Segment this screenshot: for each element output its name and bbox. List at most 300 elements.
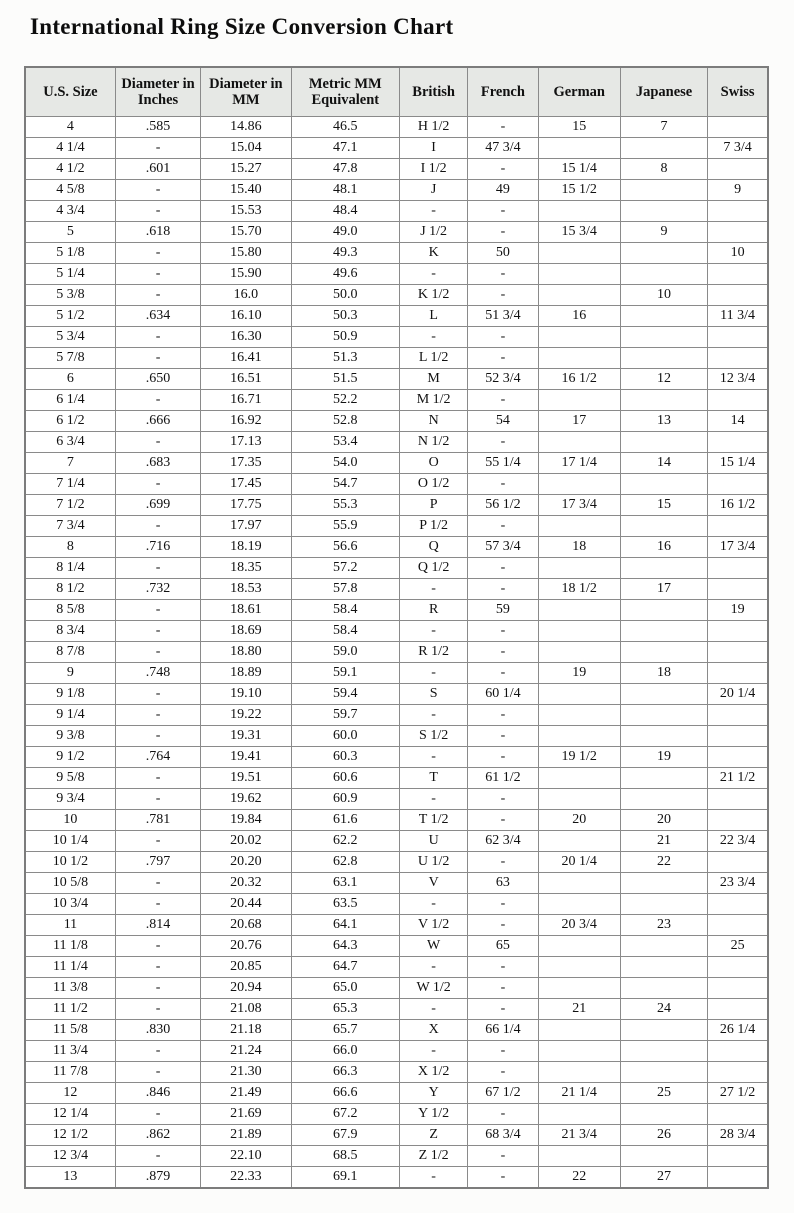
cell xyxy=(538,705,620,726)
cell: 21.08 xyxy=(201,999,291,1020)
cell: 54 xyxy=(468,411,538,432)
cell: - xyxy=(400,894,468,915)
cell: 10 3/4 xyxy=(25,894,115,915)
cell: 9 5/8 xyxy=(25,768,115,789)
cell: 18 xyxy=(620,663,707,684)
cell: - xyxy=(468,1167,538,1189)
cell: 8 1/2 xyxy=(25,579,115,600)
cell: 47.8 xyxy=(291,159,399,180)
cell: 23 xyxy=(620,915,707,936)
cell xyxy=(538,327,620,348)
cell xyxy=(708,159,768,180)
cell: 20.44 xyxy=(201,894,291,915)
cell: W 1/2 xyxy=(400,978,468,999)
table-row xyxy=(25,243,768,264)
cell: 55.9 xyxy=(291,516,399,537)
cell: 66.3 xyxy=(291,1062,399,1083)
cell: 57 3/4 xyxy=(468,537,538,558)
cell: 55 1/4 xyxy=(468,453,538,474)
cell: 65.3 xyxy=(291,999,399,1020)
cell xyxy=(538,390,620,411)
table-row xyxy=(25,684,768,705)
cell: 19 xyxy=(538,663,620,684)
cell xyxy=(708,327,768,348)
cell xyxy=(620,1062,707,1083)
cell xyxy=(620,894,707,915)
cell xyxy=(620,327,707,348)
cell: - xyxy=(400,999,468,1020)
cell: 8 xyxy=(25,537,115,558)
cell: 63.1 xyxy=(291,873,399,894)
cell xyxy=(708,852,768,873)
table-row xyxy=(25,873,768,894)
table-row xyxy=(25,369,768,390)
cell xyxy=(708,432,768,453)
cell: 56 1/2 xyxy=(468,495,538,516)
table-row xyxy=(25,180,768,201)
column-header: Diameter in MM xyxy=(201,67,291,117)
cell xyxy=(708,894,768,915)
cell: 16 xyxy=(538,306,620,327)
cell: 61 1/2 xyxy=(468,768,538,789)
cell: Y xyxy=(400,1083,468,1104)
cell: 18.53 xyxy=(201,579,291,600)
cell: 11 7/8 xyxy=(25,1062,115,1083)
cell: - xyxy=(115,1104,200,1125)
cell xyxy=(708,978,768,999)
cell: 8 1/4 xyxy=(25,558,115,579)
cell: - xyxy=(400,1041,468,1062)
cell: 59.4 xyxy=(291,684,399,705)
cell: 9 1/2 xyxy=(25,747,115,768)
header-row xyxy=(25,67,768,117)
cell: 66.0 xyxy=(291,1041,399,1062)
cell: 59.0 xyxy=(291,642,399,663)
column-header: French xyxy=(468,67,538,117)
table-row xyxy=(25,810,768,831)
cell: 14 xyxy=(708,411,768,432)
cell: - xyxy=(468,1041,538,1062)
cell: 51.3 xyxy=(291,348,399,369)
cell: 20.85 xyxy=(201,957,291,978)
cell xyxy=(620,201,707,222)
cell: - xyxy=(468,894,538,915)
cell: 52.2 xyxy=(291,390,399,411)
cell: 20.32 xyxy=(201,873,291,894)
cell: 65 xyxy=(468,936,538,957)
cell: R 1/2 xyxy=(400,642,468,663)
cell: 17 1/4 xyxy=(538,453,620,474)
cell xyxy=(538,642,620,663)
cell: - xyxy=(115,768,200,789)
cell: 68.5 xyxy=(291,1146,399,1167)
cell xyxy=(538,1104,620,1125)
table-row xyxy=(25,138,768,159)
table-row xyxy=(25,537,768,558)
cell: - xyxy=(115,684,200,705)
cell: 17 xyxy=(538,411,620,432)
table-row xyxy=(25,600,768,621)
cell: 22 xyxy=(620,852,707,873)
cell: 54.7 xyxy=(291,474,399,495)
cell xyxy=(538,1020,620,1041)
cell: - xyxy=(468,222,538,243)
cell: - xyxy=(115,621,200,642)
cell: U 1/2 xyxy=(400,852,468,873)
cell xyxy=(708,117,768,138)
cell: - xyxy=(468,201,538,222)
cell: - xyxy=(115,432,200,453)
cell: - xyxy=(115,1146,200,1167)
table-row xyxy=(25,390,768,411)
cell: - xyxy=(400,264,468,285)
table-row xyxy=(25,831,768,852)
cell xyxy=(620,558,707,579)
cell: 10 1/2 xyxy=(25,852,115,873)
cell xyxy=(708,222,768,243)
cell: 16 xyxy=(620,537,707,558)
table-row xyxy=(25,117,768,138)
cell xyxy=(538,201,620,222)
cell: 16.71 xyxy=(201,390,291,411)
table-row xyxy=(25,789,768,810)
cell: 13 xyxy=(25,1167,115,1189)
cell: 21 3/4 xyxy=(538,1125,620,1146)
cell: - xyxy=(115,957,200,978)
cell: 20 1/4 xyxy=(538,852,620,873)
cell: N xyxy=(400,411,468,432)
cell xyxy=(538,831,620,852)
cell: 15 xyxy=(620,495,707,516)
cell: 47 3/4 xyxy=(468,138,538,159)
cell: - xyxy=(468,663,538,684)
cell xyxy=(620,642,707,663)
table-row xyxy=(25,726,768,747)
table-row xyxy=(25,621,768,642)
cell: 19 1/2 xyxy=(538,747,620,768)
table-row xyxy=(25,1104,768,1125)
column-header: British xyxy=(400,67,468,117)
cell: 4 1/2 xyxy=(25,159,115,180)
cell: 16 1/2 xyxy=(538,369,620,390)
cell: 11 1/2 xyxy=(25,999,115,1020)
cell: 64.3 xyxy=(291,936,399,957)
cell: 17 3/4 xyxy=(708,537,768,558)
cell: 15.70 xyxy=(201,222,291,243)
cell: 21 xyxy=(538,999,620,1020)
cell: 58.4 xyxy=(291,600,399,621)
cell: 69.1 xyxy=(291,1167,399,1189)
cell xyxy=(708,579,768,600)
cell: 7 3/4 xyxy=(708,138,768,159)
cell: 16.51 xyxy=(201,369,291,390)
cell: 22.10 xyxy=(201,1146,291,1167)
table-row xyxy=(25,327,768,348)
cell: X 1/2 xyxy=(400,1062,468,1083)
cell: 18.80 xyxy=(201,642,291,663)
table-row xyxy=(25,432,768,453)
cell: - xyxy=(468,999,538,1020)
table-row xyxy=(25,453,768,474)
cell xyxy=(538,1146,620,1167)
cell: T 1/2 xyxy=(400,810,468,831)
cell: - xyxy=(115,327,200,348)
table-row xyxy=(25,852,768,873)
cell: - xyxy=(115,831,200,852)
cell: 50 xyxy=(468,243,538,264)
cell xyxy=(538,474,620,495)
cell: 54.0 xyxy=(291,453,399,474)
cell: - xyxy=(115,1041,200,1062)
cell: - xyxy=(400,621,468,642)
cell: .846 xyxy=(115,1083,200,1104)
cell xyxy=(538,516,620,537)
cell: 11 3/8 xyxy=(25,978,115,999)
cell xyxy=(538,1062,620,1083)
cell: 14 xyxy=(620,453,707,474)
cell: 56.6 xyxy=(291,537,399,558)
cell: - xyxy=(115,936,200,957)
cell: 5 1/2 xyxy=(25,306,115,327)
cell: 6 3/4 xyxy=(25,432,115,453)
column-header: Diameter in Inches xyxy=(115,67,200,117)
cell: 15 1/4 xyxy=(538,159,620,180)
table-row xyxy=(25,348,768,369)
cell: 10 5/8 xyxy=(25,873,115,894)
table-row xyxy=(25,264,768,285)
cell: .585 xyxy=(115,117,200,138)
cell: 46.5 xyxy=(291,117,399,138)
cell xyxy=(708,915,768,936)
cell: 57.2 xyxy=(291,558,399,579)
cell: 16.30 xyxy=(201,327,291,348)
cell: 9 1/4 xyxy=(25,705,115,726)
cell: 4 1/4 xyxy=(25,138,115,159)
cell: 49 xyxy=(468,180,538,201)
cell: Q 1/2 xyxy=(400,558,468,579)
cell: 67.2 xyxy=(291,1104,399,1125)
cell: - xyxy=(468,264,538,285)
cell: 60.9 xyxy=(291,789,399,810)
cell: U xyxy=(400,831,468,852)
cell xyxy=(620,432,707,453)
cell: 23 3/4 xyxy=(708,873,768,894)
cell: 15 1/4 xyxy=(708,453,768,474)
cell: 48.4 xyxy=(291,201,399,222)
cell: 7 xyxy=(620,117,707,138)
cell xyxy=(620,180,707,201)
cell: - xyxy=(468,642,538,663)
cell: - xyxy=(115,285,200,306)
cell: 11 3/4 xyxy=(708,306,768,327)
cell xyxy=(620,1146,707,1167)
cell: 19.10 xyxy=(201,684,291,705)
cell: O xyxy=(400,453,468,474)
cell xyxy=(708,1062,768,1083)
cell: - xyxy=(400,957,468,978)
cell: 18.89 xyxy=(201,663,291,684)
cell: - xyxy=(115,789,200,810)
cell: .716 xyxy=(115,537,200,558)
cell: 20.02 xyxy=(201,831,291,852)
cell: S xyxy=(400,684,468,705)
cell: 16.10 xyxy=(201,306,291,327)
cell: 28 3/4 xyxy=(708,1125,768,1146)
cell xyxy=(620,957,707,978)
table-row xyxy=(25,474,768,495)
cell: - xyxy=(468,558,538,579)
cell: - xyxy=(468,852,538,873)
cell: 16.41 xyxy=(201,348,291,369)
cell: 5 1/8 xyxy=(25,243,115,264)
cell: - xyxy=(115,390,200,411)
table-row xyxy=(25,558,768,579)
table-row xyxy=(25,1125,768,1146)
cell: Q xyxy=(400,537,468,558)
cell xyxy=(538,348,620,369)
cell: 20.76 xyxy=(201,936,291,957)
cell: .699 xyxy=(115,495,200,516)
cell xyxy=(708,957,768,978)
table-row xyxy=(25,894,768,915)
cell xyxy=(620,348,707,369)
cell: .862 xyxy=(115,1125,200,1146)
cell xyxy=(538,600,620,621)
cell: - xyxy=(468,474,538,495)
cell: - xyxy=(115,348,200,369)
cell: .764 xyxy=(115,747,200,768)
cell: - xyxy=(468,705,538,726)
cell: R xyxy=(400,600,468,621)
cell: - xyxy=(468,621,538,642)
cell: - xyxy=(468,285,538,306)
cell: 9 xyxy=(25,663,115,684)
cell: 63 xyxy=(468,873,538,894)
table-row xyxy=(25,516,768,537)
cell: 25 xyxy=(620,1083,707,1104)
column-header: Metric MM Equivalent xyxy=(291,67,399,117)
cell: 19.22 xyxy=(201,705,291,726)
cell xyxy=(538,243,620,264)
cell xyxy=(538,684,620,705)
cell: 8 3/4 xyxy=(25,621,115,642)
cell: .748 xyxy=(115,663,200,684)
cell xyxy=(708,663,768,684)
cell: 53.4 xyxy=(291,432,399,453)
cell: .601 xyxy=(115,159,200,180)
cell: 11 1/4 xyxy=(25,957,115,978)
table-row xyxy=(25,705,768,726)
cell: - xyxy=(115,600,200,621)
cell: 51 3/4 xyxy=(468,306,538,327)
cell: 67 1/2 xyxy=(468,1083,538,1104)
cell: 19 xyxy=(620,747,707,768)
cell: X xyxy=(400,1020,468,1041)
cell: 15.80 xyxy=(201,243,291,264)
cell: 17 3/4 xyxy=(538,495,620,516)
cell: W xyxy=(400,936,468,957)
cell: 60.6 xyxy=(291,768,399,789)
cell: 66.6 xyxy=(291,1083,399,1104)
cell xyxy=(620,474,707,495)
cell: 7 3/4 xyxy=(25,516,115,537)
cell: 9 3/8 xyxy=(25,726,115,747)
cell xyxy=(620,600,707,621)
column-header: Japanese xyxy=(620,67,707,117)
table-row xyxy=(25,957,768,978)
cell: 21 1/4 xyxy=(538,1083,620,1104)
cell xyxy=(620,936,707,957)
cell: 59.1 xyxy=(291,663,399,684)
cell xyxy=(538,936,620,957)
cell xyxy=(708,201,768,222)
cell xyxy=(620,621,707,642)
cell xyxy=(708,1146,768,1167)
cell xyxy=(708,1167,768,1189)
cell: - xyxy=(468,432,538,453)
cell: 18.61 xyxy=(201,600,291,621)
cell: V xyxy=(400,873,468,894)
table-row xyxy=(25,579,768,600)
cell: - xyxy=(115,474,200,495)
cell: 49.3 xyxy=(291,243,399,264)
cell: 16.92 xyxy=(201,411,291,432)
table-row xyxy=(25,642,768,663)
cell xyxy=(538,768,620,789)
table-row xyxy=(25,663,768,684)
cell: - xyxy=(115,516,200,537)
cell xyxy=(620,1020,707,1041)
cell: 50.0 xyxy=(291,285,399,306)
cell: - xyxy=(468,117,538,138)
cell xyxy=(708,726,768,747)
cell: 11 1/8 xyxy=(25,936,115,957)
cell: 21 xyxy=(620,831,707,852)
cell xyxy=(708,789,768,810)
cell: 63.5 xyxy=(291,894,399,915)
cell xyxy=(620,390,707,411)
cell: - xyxy=(468,1062,538,1083)
cell: 12 3/4 xyxy=(25,1146,115,1167)
cell xyxy=(620,978,707,999)
cell: Z xyxy=(400,1125,468,1146)
cell: - xyxy=(468,726,538,747)
cell: P xyxy=(400,495,468,516)
cell: - xyxy=(468,327,538,348)
cell: - xyxy=(115,201,200,222)
cell: 4 3/4 xyxy=(25,201,115,222)
cell: 17.97 xyxy=(201,516,291,537)
cell: 8 5/8 xyxy=(25,600,115,621)
cell: J 1/2 xyxy=(400,222,468,243)
table-row xyxy=(25,1083,768,1104)
table-row xyxy=(25,411,768,432)
cell: 68 3/4 xyxy=(468,1125,538,1146)
cell: 12 1/4 xyxy=(25,1104,115,1125)
cell: 15.40 xyxy=(201,180,291,201)
cell: 12 3/4 xyxy=(708,369,768,390)
cell: 58.4 xyxy=(291,621,399,642)
cell: 7 1/2 xyxy=(25,495,115,516)
cell: Z 1/2 xyxy=(400,1146,468,1167)
cell: 5 xyxy=(25,222,115,243)
cell: V 1/2 xyxy=(400,915,468,936)
cell xyxy=(708,705,768,726)
table-body xyxy=(25,117,768,1189)
cell: 10 1/4 xyxy=(25,831,115,852)
cell: 17.75 xyxy=(201,495,291,516)
cell: 18.35 xyxy=(201,558,291,579)
